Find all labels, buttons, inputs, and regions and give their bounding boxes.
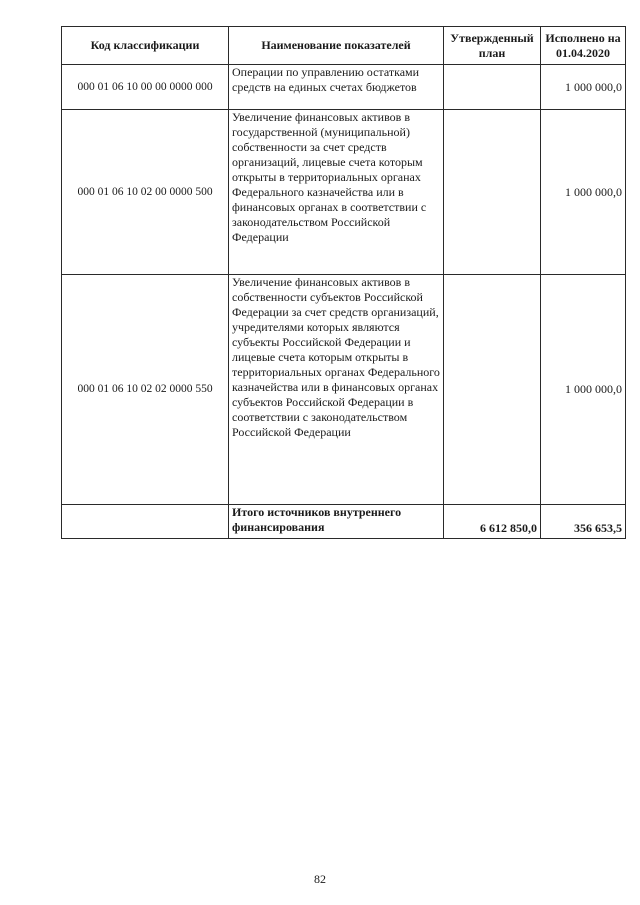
header-code: Код классификации xyxy=(62,27,229,65)
table-header-row xyxy=(62,27,626,65)
row-code: 000 01 06 10 02 02 0000 550 xyxy=(62,275,229,505)
row-name: Операции по управлению остатками средств на единых счетах бюджетов xyxy=(229,65,444,110)
table-row xyxy=(62,110,626,275)
row-plan xyxy=(444,110,541,275)
financing-sources-table xyxy=(61,26,626,539)
row-name: Увеличение финансовых активов в государственной (муниципальной) собственности за счет средств организаций, лицевые счета которым открыты в территориальных органах Федерального казначейства или в финансовых органах в соответствии с законодательством Российской Федерации xyxy=(229,110,444,275)
table-row xyxy=(62,275,626,505)
row-plan xyxy=(444,275,541,505)
row-executed: 1 000 000,0 xyxy=(541,110,626,275)
row-executed: 1 000 000,0 xyxy=(541,65,626,110)
row-code: 000 01 06 10 00 00 0000 000 xyxy=(62,65,229,110)
total-plan: 6 612 850,0 xyxy=(444,505,541,539)
row-executed: 1 000 000,0 xyxy=(541,275,626,505)
row-code: 000 01 06 10 02 00 0000 500 xyxy=(62,110,229,275)
header-plan: Утвержденный план xyxy=(444,27,541,65)
header-name: Наименование показателей xyxy=(229,27,444,65)
page-number: 82 xyxy=(314,872,326,886)
total-code xyxy=(62,505,229,539)
row-name: Увеличение финансовых активов в собственности субъектов Российской Федерации за счет средств организаций, учредителями которых являются субъекты Российской Федерации и лицевые счета которым открыты в территориальных органах Федерального казначейства или в финансовых органах субъектов Российской Федерации в соответствии с законодательством Российской Федерации xyxy=(229,275,444,505)
total-executed: 356 653,5 xyxy=(541,505,626,539)
table-total-row xyxy=(62,505,626,539)
total-name: Итого источников внутреннего финансирования xyxy=(229,505,444,539)
row-plan xyxy=(444,65,541,110)
header-executed: Исполнено на 01.04.2020 xyxy=(541,27,626,65)
table-row xyxy=(62,65,626,110)
